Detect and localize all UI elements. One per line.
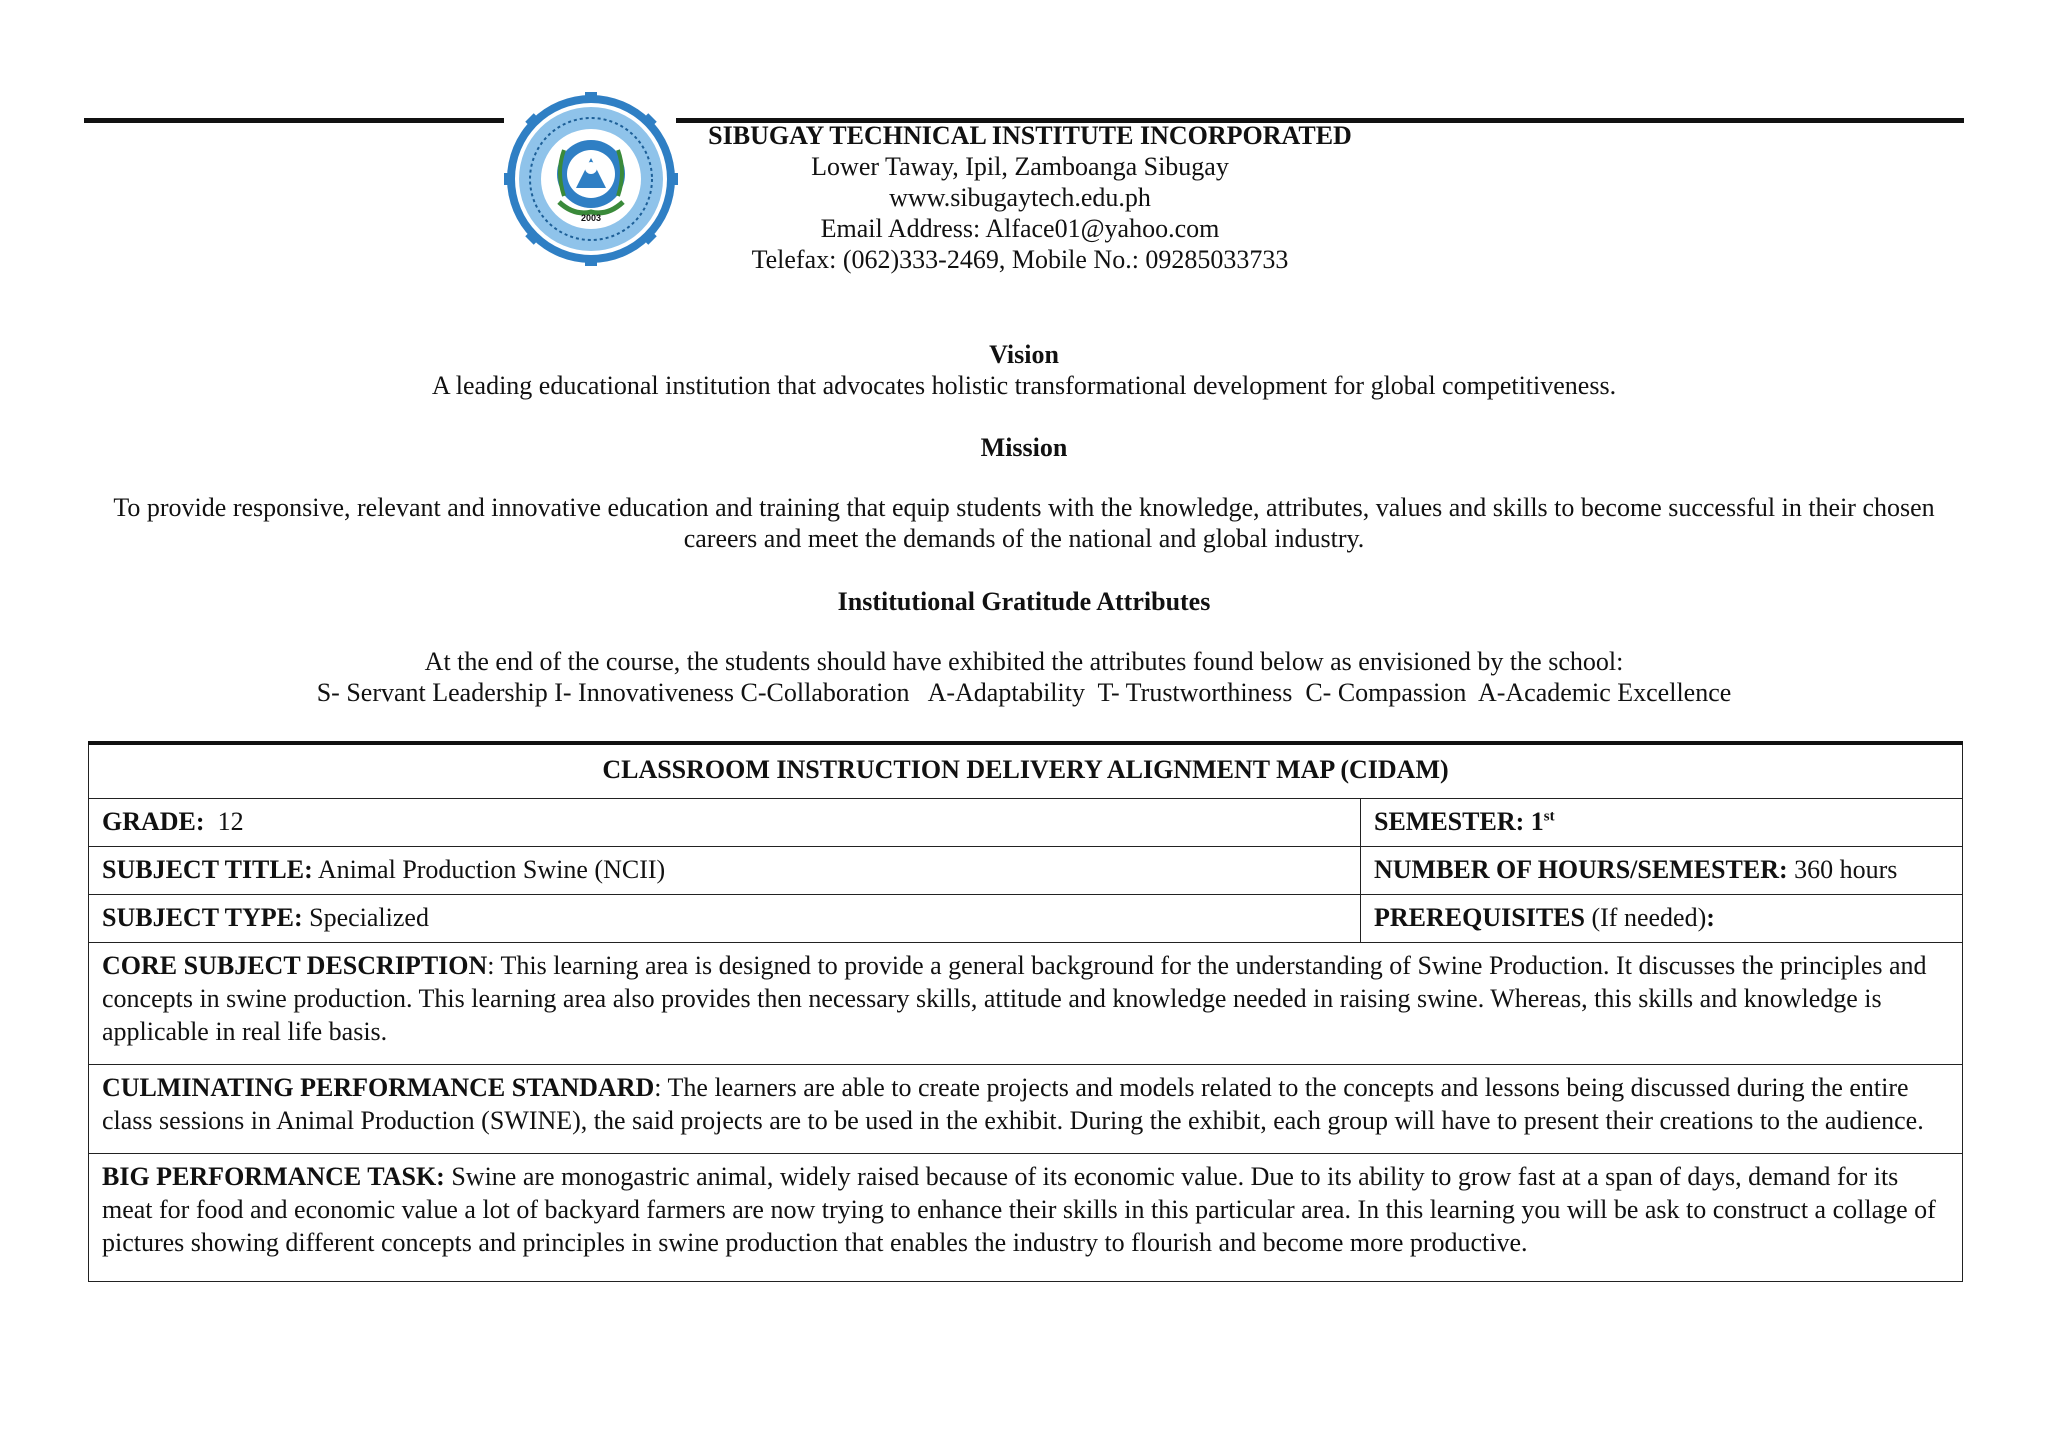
culminating-standard-row bbox=[89, 1065, 1963, 1154]
institution-email: Email Address: Alface01@yahoo.com bbox=[820, 214, 1220, 243]
mission-body bbox=[110, 492, 1938, 554]
mission-heading: Mission bbox=[980, 433, 1068, 462]
vision-text: A leading educational institution that advocates holistic transformational development for global competitiveness. bbox=[431, 371, 1617, 400]
hours-cell bbox=[1361, 847, 1963, 895]
institution-phone: Telefax: (062)333-2469, Mobile No.: 09285033733 bbox=[751, 245, 1289, 274]
institution-website[interactable]: www.sibugaytech.edu.ph bbox=[889, 183, 1151, 212]
cidam-table bbox=[88, 741, 1963, 1282]
hours-value: 360 hours bbox=[1794, 855, 1898, 884]
grade-cell bbox=[89, 799, 1361, 847]
subject-title-label: SUBJECT TITLE: bbox=[102, 855, 313, 884]
prerequisites-cell bbox=[1361, 895, 1963, 943]
attributes-list: S- Servant Leadership I- Innovativeness C-Collaboration A-Adaptability T- Trustworthiness C- Compassion A-Academic Excellence bbox=[316, 678, 1732, 707]
culminating-standard-text: : The learners are able to create projects and models related to the concepts and lessons being discussed during the entire class sessions in Animal Production (SWINE), the said projects are to be used in the exhibit. During the exhibit, each group will have to present their creations to the audience. bbox=[102, 1073, 1924, 1135]
core-description-row bbox=[89, 943, 1963, 1065]
subject-title-cell bbox=[89, 847, 1361, 895]
big-task-cell bbox=[89, 1154, 1963, 1282]
core-description-label: CORE SUBJECT DESCRIPTION bbox=[102, 951, 488, 980]
big-task-row bbox=[89, 1154, 1963, 1282]
subject-type-value: Specialized bbox=[309, 903, 429, 932]
big-task-label: BIG PERFORMANCE TASK: bbox=[102, 1162, 445, 1191]
institution-address: Lower Taway, Ipil, Zamboanga Sibugay bbox=[811, 152, 1229, 181]
subject-type-row bbox=[89, 895, 1963, 943]
attributes-heading: Institutional Gratitude Attributes bbox=[837, 587, 1211, 616]
semester-label: SEMESTER: 1 bbox=[1374, 807, 1544, 836]
prerequisites-label: PREREQUISITES bbox=[1374, 903, 1585, 932]
mission-section bbox=[110, 432, 1938, 463]
attributes-intro: At the end of the course, the students should have exhibited the attributes found below as envisioned by the school: bbox=[424, 647, 1624, 676]
logo-year: 2003 bbox=[580, 213, 602, 223]
core-description-cell bbox=[89, 943, 1963, 1065]
culminating-standard-cell bbox=[89, 1065, 1963, 1154]
attributes-section bbox=[110, 586, 1938, 617]
cidam-title-row bbox=[89, 743, 1963, 799]
attributes-body bbox=[110, 646, 1938, 708]
big-task-text: Swine are monogastric animal, widely raised because of its economic value. Due to its ability to grow fast at a span of days, demand for its meat for food and economic value a lot of backyard farmers are now trying to enhance their skills in this particular area. In this learning you will be ask to construct a collage of pictures showing different concepts and principles in swine production that enables the industry to flourish and become more productive. bbox=[102, 1162, 1936, 1257]
cidam-title: CLASSROOM INSTRUCTION DELIVERY ALIGNMENT MAP (CIDAM) bbox=[89, 743, 1963, 799]
subject-title-value: Animal Production Swine (NCII) bbox=[317, 855, 666, 884]
semester-suffix: st bbox=[1543, 808, 1555, 825]
grade-value: 12 bbox=[217, 807, 244, 836]
hours-label: NUMBER OF HOURS/SEMESTER: bbox=[1374, 855, 1788, 884]
core-description-text: : This learning area is designed to provide a general background for the understanding of Swine Production. It discusses the principles and concepts in swine production. This learning area also provides then necessary skills, attitude and knowledge needed in raising swine. Whereas, this skills and knowledge is applicable in real life basis. bbox=[102, 951, 1927, 1046]
institution-header bbox=[620, 120, 1420, 275]
vision-heading: Vision bbox=[989, 340, 1059, 369]
subject-type-cell bbox=[89, 895, 1361, 943]
vision-section bbox=[110, 339, 1938, 401]
subject-title-row bbox=[89, 847, 1963, 895]
culminating-standard-label: CULMINATING PERFORMANCE STANDARD bbox=[102, 1073, 655, 1102]
institution-name: SIBUGAY TECHNICAL INSTITUTE INCORPORATED bbox=[708, 121, 1352, 150]
mission-text: To provide responsive, relevant and innovative education and training that equip students with the knowledge, attributes, values and skills to become successful in their chosen careers and meet the demands of the national and global industry. bbox=[113, 493, 1935, 553]
header-rule-left bbox=[84, 118, 504, 123]
prerequisites-note: (If needed) bbox=[1591, 903, 1707, 932]
grade-label: GRADE: bbox=[102, 807, 205, 836]
prerequisites-colon: : bbox=[1706, 903, 1715, 932]
grade-row bbox=[89, 799, 1963, 847]
semester-cell bbox=[1361, 799, 1963, 847]
subject-type-label: SUBJECT TYPE: bbox=[102, 903, 303, 932]
